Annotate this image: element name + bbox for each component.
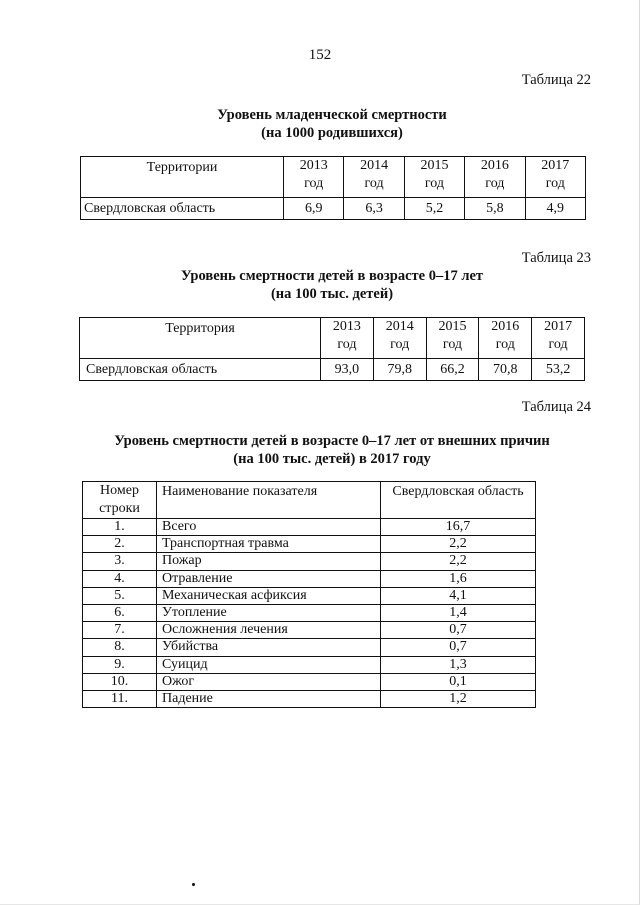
table24-body	[83, 519, 536, 708]
table24-row-name: Транспортная травма	[157, 536, 381, 553]
table22-header-year: 2016 год	[465, 157, 525, 198]
table24-caption: Таблица 24	[521, 399, 591, 415]
table22-value: 5,2	[404, 198, 464, 220]
table24-row-number: 2.	[83, 536, 157, 553]
table22-value: 6,3	[344, 198, 404, 220]
table22-value: 4,9	[525, 198, 585, 220]
table24-row-number: 9.	[83, 656, 157, 673]
table24-row	[83, 622, 536, 639]
table24-row-value: 2,2	[381, 536, 536, 553]
table24-row-name: Пожар	[157, 553, 381, 570]
table24-title	[0, 432, 640, 468]
table22-value: 5,8	[465, 198, 525, 220]
table24-header-number: Номер строки	[83, 482, 157, 519]
table24-row-name: Ожог	[157, 673, 381, 690]
table24-row-number: 6.	[83, 604, 157, 621]
table24-title-line2: (на 100 тыс. детей) в 2017 году	[233, 451, 431, 467]
table23-value: 70,8	[479, 359, 532, 381]
table24-row-name: Утопление	[157, 604, 381, 621]
table24-header-row	[83, 482, 536, 519]
table24-row-number: 5.	[83, 587, 157, 604]
table24-row	[83, 519, 536, 536]
table24-row-value: 0,1	[381, 673, 536, 690]
table23-value: 66,2	[426, 359, 479, 381]
table22	[80, 156, 586, 220]
table23-title	[0, 267, 640, 303]
table24-row	[83, 656, 536, 673]
table24-row-name: Осложнения лечения	[157, 622, 381, 639]
table24-row-name: Всего	[157, 519, 381, 536]
table24-row	[83, 536, 536, 553]
table22-caption: Таблица 22	[521, 72, 591, 88]
table24-title-line1: Уровень смертности детей в возрасте 0–17 лет от внешних причин	[114, 433, 550, 449]
table23-header-year: 2014 год	[373, 318, 426, 359]
table24-row-number: 11.	[83, 690, 157, 707]
table23-header-year: 2017 год	[532, 318, 585, 359]
table22-title-line1: Уровень младенческой смертности	[217, 107, 447, 123]
table24-row	[83, 604, 536, 621]
table22-header-year: 2015 год	[404, 157, 464, 198]
table24-row-number: 4.	[83, 570, 157, 587]
table22-header-territory: Территории	[81, 157, 284, 198]
table22-header-year: 2014 год	[344, 157, 404, 198]
table23-header-territory: Территория	[80, 318, 321, 359]
table24-row-number: 3.	[83, 553, 157, 570]
table24-row-name: Суицид	[157, 656, 381, 673]
table24-row-value: 1,4	[381, 604, 536, 621]
table23-value: 79,8	[373, 359, 426, 381]
table24-row	[83, 553, 536, 570]
table22-value: 6,9	[284, 198, 344, 220]
table24-row-number: 10.	[83, 673, 157, 690]
table24-row	[83, 673, 536, 690]
table24-row-name: Отравление	[157, 570, 381, 587]
page-number: 152	[308, 47, 332, 63]
table24-row-number: 8.	[83, 639, 157, 656]
table24-row-name: Убийства	[157, 639, 381, 656]
table24-row-number: 1.	[83, 519, 157, 536]
table24-header-name: Наименование показателя	[157, 482, 381, 519]
table23-value: 53,2	[532, 359, 585, 381]
table23-caption: Таблица 23	[521, 250, 591, 266]
table24-row-number: 7.	[83, 622, 157, 639]
table22-header-year: 2013 год	[284, 157, 344, 198]
table24-row-name: Механическая асфиксия	[157, 587, 381, 604]
table22-title-line2: (на 1000 родившихся)	[261, 125, 403, 141]
stray-dot	[192, 883, 195, 886]
table22-title	[0, 106, 640, 142]
table24-row-value: 1,2	[381, 690, 536, 707]
table22-header-row	[81, 157, 586, 198]
table23-row	[80, 359, 585, 381]
table24-header-region: Свердловская область	[381, 482, 536, 519]
table23	[79, 317, 585, 381]
table24-row-value: 0,7	[381, 622, 536, 639]
table22-territory: Свердловская область	[81, 198, 284, 220]
table23-header-row	[80, 318, 585, 359]
table24-row	[83, 587, 536, 604]
table24	[82, 481, 536, 708]
table23-value: 93,0	[321, 359, 374, 381]
table24-row-value: 0,7	[381, 639, 536, 656]
table24-row-value: 4,1	[381, 587, 536, 604]
table24-row-value: 2,2	[381, 553, 536, 570]
table24-row-value: 1,3	[381, 656, 536, 673]
table23-title-line2: (на 100 тыс. детей)	[270, 286, 394, 302]
table23-territory: Свердловская область	[80, 359, 321, 381]
table24-row-value: 16,7	[381, 519, 536, 536]
table24-row	[83, 690, 536, 707]
table23-title-line1: Уровень смертности детей в возрасте 0–17 лет	[180, 268, 484, 284]
table23-header-year: 2015 год	[426, 318, 479, 359]
table24-row	[83, 570, 536, 587]
table24-row-value: 1,6	[381, 570, 536, 587]
table24-row	[83, 639, 536, 656]
table22-row	[81, 198, 586, 220]
table23-header-year: 2013 год	[321, 318, 374, 359]
table22-header-year: 2017 год	[525, 157, 585, 198]
table23-header-year: 2016 год	[479, 318, 532, 359]
table24-row-name: Падение	[157, 690, 381, 707]
